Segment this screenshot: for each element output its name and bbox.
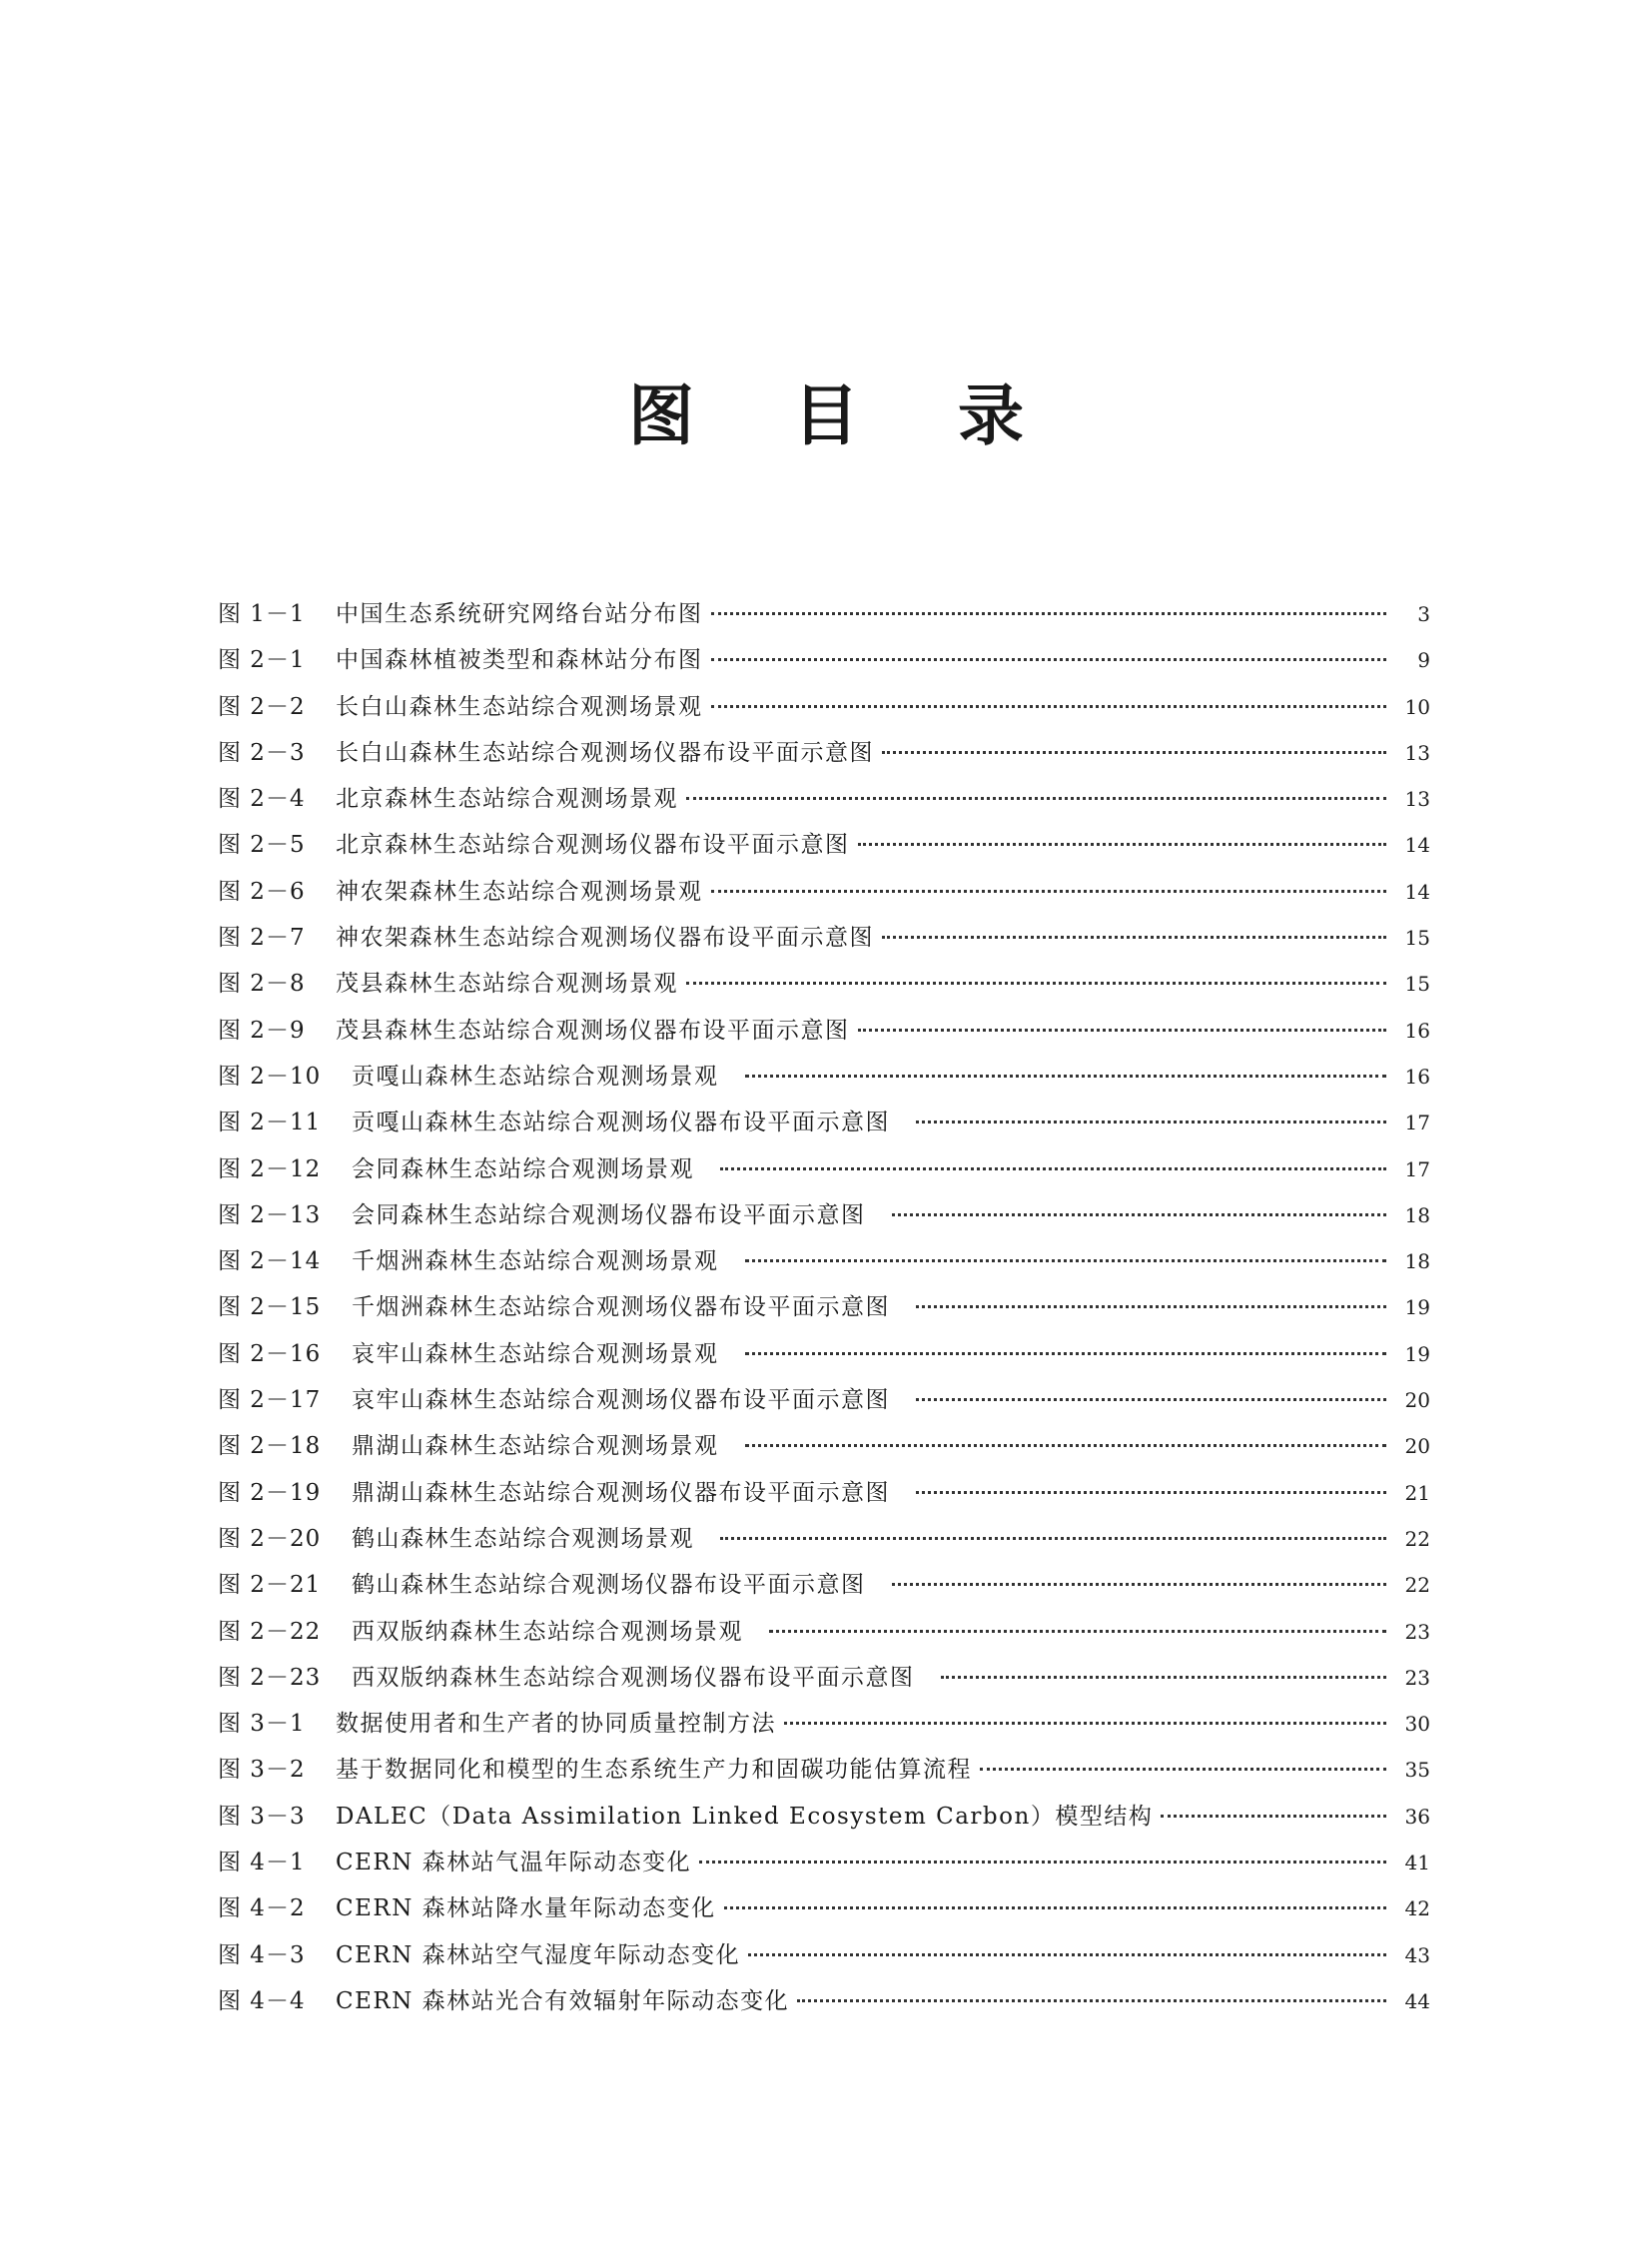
figure-number: 图 2－10: [218, 1063, 322, 1090]
dot-leader: [748, 1953, 1386, 1956]
figure-title: 西双版纳森林生态站综合观测场仪器布设平面示意图: [352, 1664, 915, 1691]
figure-title: 哀牢山森林生态站综合观测场仪器布设平面示意图: [352, 1387, 890, 1414]
page-number: 35: [1404, 1758, 1430, 1783]
toc-entry: [218, 776, 1430, 822]
figure-number: 图 2－22: [218, 1618, 322, 1645]
toc-entry: [218, 637, 1430, 683]
figure-title: 基于数据同化和模型的生态系统生产力和固碳功能估算流程: [336, 1757, 972, 1784]
dot-leader: [745, 1352, 1387, 1355]
figure-number: 图 2－6: [218, 878, 306, 905]
figure-number: 图 4－2: [218, 1895, 306, 1922]
figure-number: 图 2－9: [218, 1017, 306, 1044]
dot-leader: [916, 1491, 1386, 1494]
toc-entry: [218, 1516, 1430, 1562]
dot-leader: [724, 1906, 1386, 1909]
dot-leader: [858, 1029, 1387, 1032]
dot-leader: [784, 1722, 1386, 1725]
figure-number: 图 2－20: [218, 1525, 322, 1552]
page-number: 22: [1404, 1526, 1430, 1551]
figure-number: 图 2－16: [218, 1340, 322, 1367]
page-number: 17: [1404, 1111, 1430, 1135]
toc-entry: [218, 1655, 1430, 1701]
toc-entry: [218, 1100, 1430, 1145]
figure-number: 图 2－13: [218, 1201, 322, 1228]
page-number: 14: [1404, 833, 1430, 858]
toc-entry: [218, 1978, 1430, 2024]
figure-title: 贡嘎山森林生态站综合观测场景观: [352, 1063, 719, 1090]
figure-title: 会同森林生态站综合观测场景观: [352, 1155, 694, 1182]
dot-leader: [720, 1537, 1386, 1540]
figure-number: 图 3－1: [218, 1711, 306, 1738]
toc-entry: [218, 1284, 1430, 1330]
toc-entry: [218, 1794, 1430, 1840]
dot-leader: [941, 1676, 1387, 1679]
dot-leader: [769, 1630, 1386, 1633]
figure-number: 图 2－17: [218, 1387, 322, 1414]
page-number: 21: [1404, 1480, 1430, 1505]
figure-number: 图 2－23: [218, 1664, 322, 1691]
dot-leader: [980, 1768, 1386, 1771]
page-title: 图 目 录: [628, 377, 1062, 454]
toc-entry: [218, 822, 1430, 868]
figure-title: DALEC（Data Assimilation Linked Ecosystem Carbon）模型结构: [336, 1803, 1154, 1830]
figure-title: 西双版纳森林生态站综合观测场景观: [352, 1618, 743, 1645]
figure-title: 中国森林植被类型和森林站分布图: [336, 647, 703, 674]
toc-entry: [218, 1331, 1430, 1377]
figure-number: 图 2－21: [218, 1572, 322, 1599]
toc-entry: [218, 1423, 1430, 1469]
figure-title: 北京森林生态站综合观测场仪器布设平面示意图: [336, 832, 850, 859]
figure-title: CERN 森林站空气湿度年际动态变化: [336, 1941, 741, 1968]
figure-number: 图 2－5: [218, 832, 306, 859]
dot-leader: [720, 1167, 1386, 1170]
page-number: 23: [1404, 1665, 1430, 1690]
dot-leader: [686, 797, 1386, 800]
figure-title: 长白山森林生态站综合观测场仪器布设平面示意图: [336, 739, 874, 766]
figure-number: 图 3－2: [218, 1757, 306, 1784]
toc-entry: [218, 915, 1430, 961]
figure-number: 图 1－1: [218, 601, 306, 627]
page-number: 13: [1404, 740, 1430, 765]
dot-leader: [882, 936, 1386, 939]
dot-leader: [745, 1259, 1387, 1262]
figure-number: 图 2－7: [218, 925, 306, 952]
figure-title: 茂县森林生态站综合观测场景观: [336, 971, 678, 998]
page-number: 3: [1417, 602, 1430, 626]
dot-leader: [916, 1121, 1386, 1123]
page-number: 30: [1404, 1712, 1430, 1737]
dot-leader: [892, 1583, 1387, 1586]
figure-title: 北京森林生态站综合观测场景观: [336, 786, 678, 813]
figure-title: CERN 森林站降水量年际动态变化: [336, 1895, 716, 1922]
figure-title: 数据使用者和生产者的协同质量控制方法: [336, 1711, 776, 1738]
toc-entry: [218, 1008, 1430, 1054]
page-number: 36: [1404, 1804, 1430, 1829]
dot-leader: [916, 1398, 1386, 1401]
toc-entry: [218, 684, 1430, 730]
figure-number: 图 4－3: [218, 1941, 306, 1968]
dot-leader: [745, 1444, 1387, 1447]
dot-leader: [882, 751, 1386, 754]
page-number: 16: [1404, 1018, 1430, 1043]
figure-list: [218, 591, 1430, 2024]
page-number: 18: [1404, 1202, 1430, 1227]
dot-leader: [711, 612, 1387, 615]
toc-entry: [218, 1885, 1430, 1931]
page-number: 15: [1404, 926, 1430, 951]
page-number: 10: [1404, 694, 1430, 719]
dot-leader: [686, 982, 1386, 985]
figure-title: 鹤山森林生态站综合观测场仪器布设平面示意图: [352, 1572, 866, 1599]
figure-title: 贡嘎山森林生态站综合观测场仪器布设平面示意图: [352, 1110, 890, 1136]
figure-title: CERN 森林站气温年际动态变化: [336, 1850, 692, 1876]
figure-title: 鼎湖山森林生态站综合观测场仪器布设平面示意图: [352, 1479, 890, 1506]
figure-number: 图 2－3: [218, 739, 306, 766]
dot-leader: [711, 705, 1387, 708]
page-number: 22: [1404, 1573, 1430, 1598]
figure-title: 神农架森林生态站综合观测场仪器布设平面示意图: [336, 925, 874, 952]
figure-title: 茂县森林生态站综合观测场仪器布设平面示意图: [336, 1017, 850, 1044]
figure-number: 图 2－14: [218, 1248, 322, 1275]
page-number: 19: [1404, 1295, 1430, 1320]
toc-entry: [218, 869, 1430, 915]
page-number: 23: [1404, 1619, 1430, 1644]
page-number: 19: [1404, 1341, 1430, 1366]
toc-entry: [218, 1562, 1430, 1608]
toc-entry: [218, 1377, 1430, 1423]
page-number: 20: [1404, 1388, 1430, 1413]
toc-entry: [218, 1609, 1430, 1655]
toc-entry: [218, 1747, 1430, 1793]
figure-number: 图 2－19: [218, 1479, 322, 1506]
figure-number: 图 2－12: [218, 1155, 322, 1182]
dot-leader: [745, 1075, 1387, 1078]
page-number: 20: [1404, 1434, 1430, 1459]
page-number: 18: [1404, 1249, 1430, 1274]
page-number: 44: [1404, 1988, 1430, 2013]
toc-entry: [218, 1840, 1430, 1885]
figure-number: 图 2－18: [218, 1433, 322, 1460]
toc-entry: [218, 961, 1430, 1007]
figure-title: 神农架森林生态站综合观测场景观: [336, 878, 703, 905]
toc-entry: [218, 1146, 1430, 1192]
figure-number: 图 2－11: [218, 1110, 322, 1136]
dot-leader: [711, 658, 1387, 661]
dot-leader: [892, 1213, 1387, 1216]
dot-leader: [711, 890, 1387, 893]
page-number: 42: [1404, 1896, 1430, 1921]
dot-leader: [916, 1305, 1386, 1308]
figure-number: 图 2－2: [218, 693, 306, 720]
page-number: 14: [1404, 879, 1430, 904]
figure-number: 图 2－1: [218, 647, 306, 674]
toc-entry: [218, 1238, 1430, 1284]
toc-entry: [218, 1192, 1430, 1238]
toc-entry: [218, 1470, 1430, 1516]
figure-title: 哀牢山森林生态站综合观测场景观: [352, 1340, 719, 1367]
dot-leader: [797, 1999, 1386, 2002]
page-number: 16: [1404, 1064, 1430, 1089]
page-number: 13: [1404, 787, 1430, 812]
figure-title: 千烟洲森林生态站综合观测场景观: [352, 1248, 719, 1275]
toc-entry: [218, 1054, 1430, 1100]
figure-title: 会同森林生态站综合观测场仪器布设平面示意图: [352, 1201, 866, 1228]
toc-entry: [218, 591, 1430, 637]
figure-title: 长白山森林生态站综合观测场景观: [336, 693, 703, 720]
toc-entry: [218, 1701, 1430, 1747]
page-number: 15: [1404, 972, 1430, 997]
figure-title: 鹤山森林生态站综合观测场景观: [352, 1525, 694, 1552]
figure-number: 图 2－8: [218, 971, 306, 998]
figure-number: 图 4－4: [218, 1987, 306, 2014]
figure-number: 图 2－15: [218, 1294, 322, 1321]
figure-title: 鼎湖山森林生态站综合观测场景观: [352, 1433, 719, 1460]
figure-title: CERN 森林站光合有效辐射年际动态变化: [336, 1987, 790, 2014]
figure-title: 千烟洲森林生态站综合观测场仪器布设平面示意图: [352, 1294, 890, 1321]
page-number: 17: [1404, 1156, 1430, 1181]
page-number: 41: [1404, 1851, 1430, 1875]
page-number: 9: [1417, 648, 1430, 673]
toc-entry: [218, 1932, 1430, 1978]
figure-number: 图 2－4: [218, 786, 306, 813]
dot-leader: [699, 1861, 1386, 1864]
figure-number: 图 4－1: [218, 1850, 306, 1876]
page-number: 43: [1404, 1942, 1430, 1967]
toc-entry: [218, 730, 1430, 776]
figure-number: 图 3－3: [218, 1803, 306, 1830]
dot-leader: [1161, 1815, 1386, 1818]
figure-title: 中国生态系统研究网络台站分布图: [336, 601, 703, 627]
dot-leader: [858, 843, 1387, 846]
